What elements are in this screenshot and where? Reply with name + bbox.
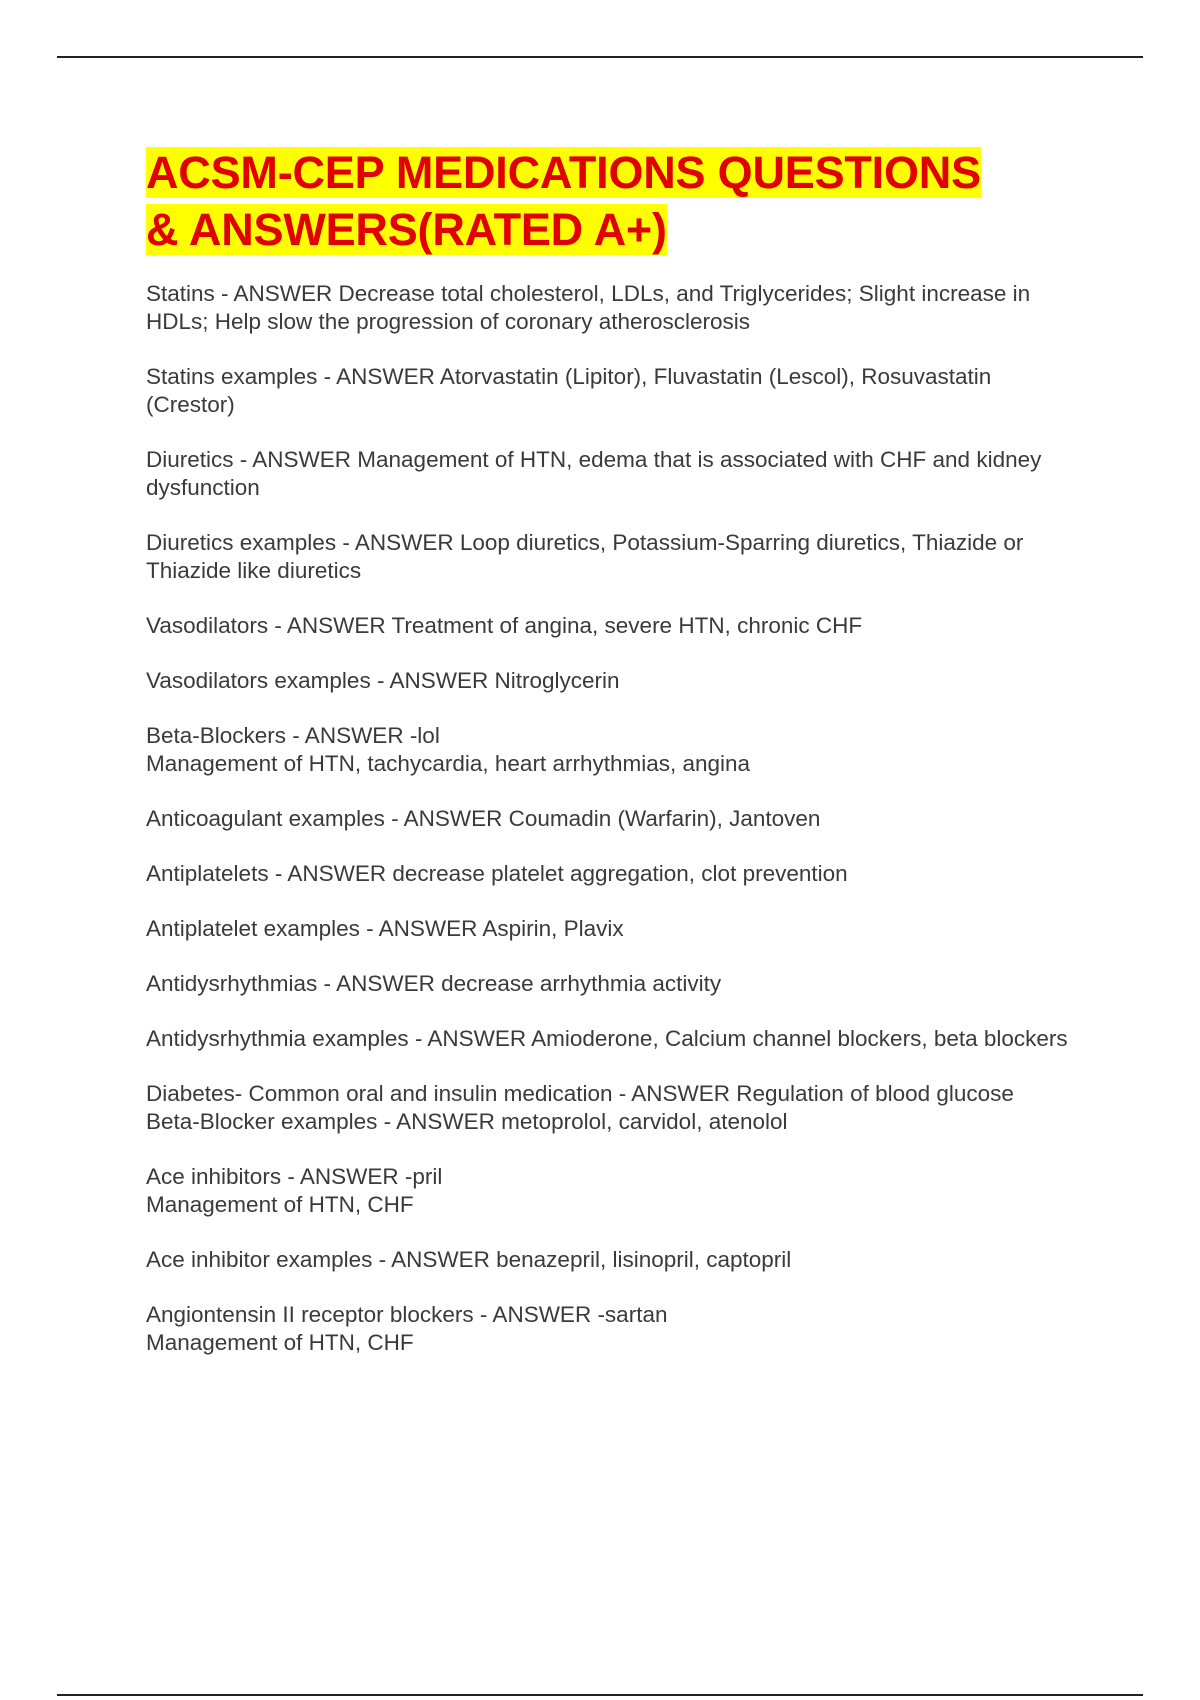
qa-entry: Anticoagulant examples - ANSWER Coumadin (Warfarin), Jantoven xyxy=(146,806,821,831)
qa-entry: Antidysrhythmia examples - ANSWER Amioderone, Calcium channel blockers, beta blockers xyxy=(146,1026,1068,1051)
qa-entry: Statins examples - ANSWER Atorvastatin (Lipitor), Fluvastatin (Lescol), Rosuvastatin (Crestor) xyxy=(146,364,992,417)
qa-entry: Vasodilators examples - ANSWER Nitroglycerin xyxy=(146,668,620,693)
qa-entry: Antiplatelets - ANSWER decrease platelet aggregation, clot prevention xyxy=(146,861,848,886)
title-line-2: & ANSWERS(RATED A+) xyxy=(146,204,667,255)
qa-entry: Ace inhibitor examples - ANSWER benazepril, lisinopril, captopril xyxy=(146,1247,792,1272)
qa-entry: Beta-Blockers - ANSWER -lol Management of HTN, tachycardia, heart arrhythmias, angina xyxy=(146,723,751,776)
qa-list xyxy=(146,280,1086,1357)
qa-entry: Angiontensin II receptor blockers - ANSWER -sartan Management of HTN, CHF xyxy=(146,1302,668,1355)
qa-entry: Antiplatelet examples - ANSWER Aspirin, Plavix xyxy=(146,916,624,941)
document-body xyxy=(146,144,1086,1384)
document-title xyxy=(146,144,1086,258)
bottom-rule xyxy=(57,1694,1143,1696)
qa-entry: Diabetes- Common oral and insulin medication - ANSWER Regulation of blood glucose Beta-Blocker examples - ANSWER metoprolol, carvidol, atenolol xyxy=(146,1081,1014,1134)
qa-entry: Ace inhibitors - ANSWER -pril Management of HTN, CHF xyxy=(146,1164,443,1217)
top-rule xyxy=(57,56,1143,58)
qa-entry: Diuretics examples - ANSWER Loop diuretics, Potassium-Sparring diuretics, Thiazide or Thiazide like diuretics xyxy=(146,530,1024,583)
qa-entry: Diuretics - ANSWER Management of HTN, edema that is associated with CHF and kidney dysfunction xyxy=(146,447,1042,500)
qa-entry: Statins - ANSWER Decrease total cholesterol, LDLs, and Triglycerides; Slight increase in HDLs; Help slow the progression of coronary atherosclerosis xyxy=(146,281,1031,334)
title-line-1: ACSM-CEP MEDICATIONS QUESTIONS xyxy=(146,147,981,198)
qa-entry: Antidysrhythmias - ANSWER decrease arrhythmia activity xyxy=(146,971,722,996)
qa-entry: Vasodilators - ANSWER Treatment of angina, severe HTN, chronic CHF xyxy=(146,613,863,638)
